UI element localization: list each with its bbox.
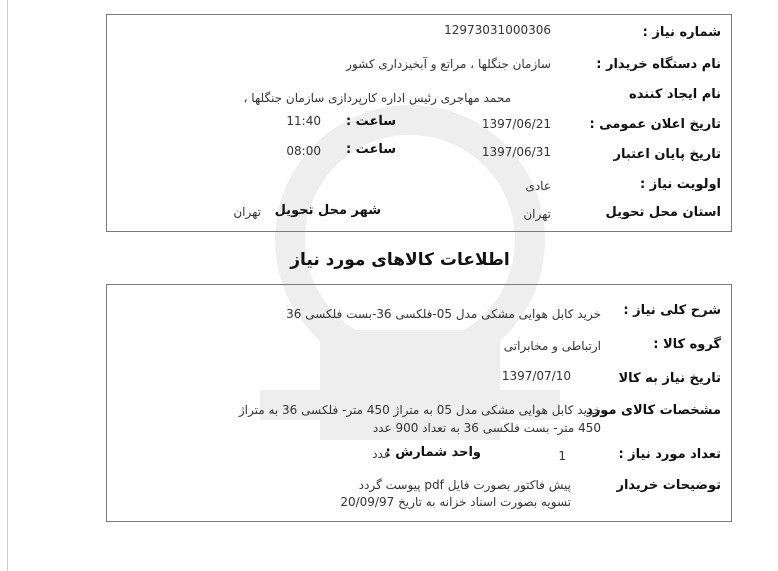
creator-label: نام ایجاد کننده <box>629 87 721 102</box>
goods-specs-line1: خرید کابل هوایی مشکی مدل 05 به متراژ 450 متر- فلکسی 36 به متراژ <box>238 403 601 417</box>
need-number-value: 12973031000306 <box>444 23 551 37</box>
page-left-border <box>7 0 8 571</box>
buyer-notes-line2: تسویه بصورت اسناد خزانه به تاریخ 20/09/97 <box>340 495 571 509</box>
validity-time-label: ساعت : <box>345 142 396 157</box>
delivery-province-value: تهران <box>523 207 551 221</box>
goods-specs-label: مشخصات کالای مورد <box>586 403 721 418</box>
announce-date-value: 1397/06/21 <box>481 117 551 131</box>
buyer-notes-label: توضیحات خریدار <box>616 478 721 493</box>
unit-value: عدد <box>372 447 391 461</box>
validity-time-value: 08:00 <box>286 144 321 158</box>
priority-label: اولویت نیاز : <box>639 177 721 192</box>
unit-label: واحد شمارش : <box>385 445 481 460</box>
announce-time-label: ساعت : <box>345 114 396 129</box>
announce-date-label: تاریخ اعلان عمومی : <box>589 117 721 132</box>
delivery-city-label: شهر محل تحویل <box>274 203 381 218</box>
quantity-label: تعداد مورد نیاز : <box>618 447 721 462</box>
creator-value: محمد مهاجری رئیس اداره کارپردازی سازمان جنگلها ، <box>243 91 511 105</box>
goods-group-label: گروه کالا : <box>653 337 721 352</box>
goods-section-title: اطلاعات کالاهای مورد نیاز <box>290 250 510 270</box>
announce-time-value: 11:40 <box>286 114 321 128</box>
validity-end-label: تاریخ پایان اعتبار <box>613 147 721 162</box>
need-date-value: 1397/07/10 <box>501 369 571 383</box>
goods-description-label: شرح کلی نیاز : <box>623 303 721 318</box>
quantity-value: 1 <box>558 449 566 463</box>
delivery-province-label: استان محل تحویل <box>605 205 721 220</box>
validity-end-value: 1397/06/31 <box>481 145 551 159</box>
need-date-label: تاریخ نیاز به کالا <box>618 371 721 386</box>
goods-info-panel <box>106 284 732 522</box>
need-info-panel <box>106 14 732 232</box>
goods-description-value: خرید کابل هوایی مشکی مدل 05-فلکسی 36-بست فلکسی 36 <box>286 307 601 321</box>
priority-value: عادی <box>525 179 551 193</box>
goods-specs-line2: 450 متر- بست فلکسی 36 به تعداد 900 عدد <box>372 421 601 435</box>
need-number-label: شماره نیاز : <box>642 25 721 40</box>
buyer-org-label: نام دستگاه خریدار : <box>596 57 721 72</box>
goods-group-value: ارتباطی و مخابراتی <box>503 339 601 353</box>
delivery-city-value: تهران <box>233 205 261 219</box>
buyer-org-value: سازمان جنگلها ، مراتع و آبخیزداری کشور <box>346 57 551 71</box>
buyer-notes-line1: پیش فاکتور بصورت فایل pdf پیوست گردد <box>358 478 571 492</box>
